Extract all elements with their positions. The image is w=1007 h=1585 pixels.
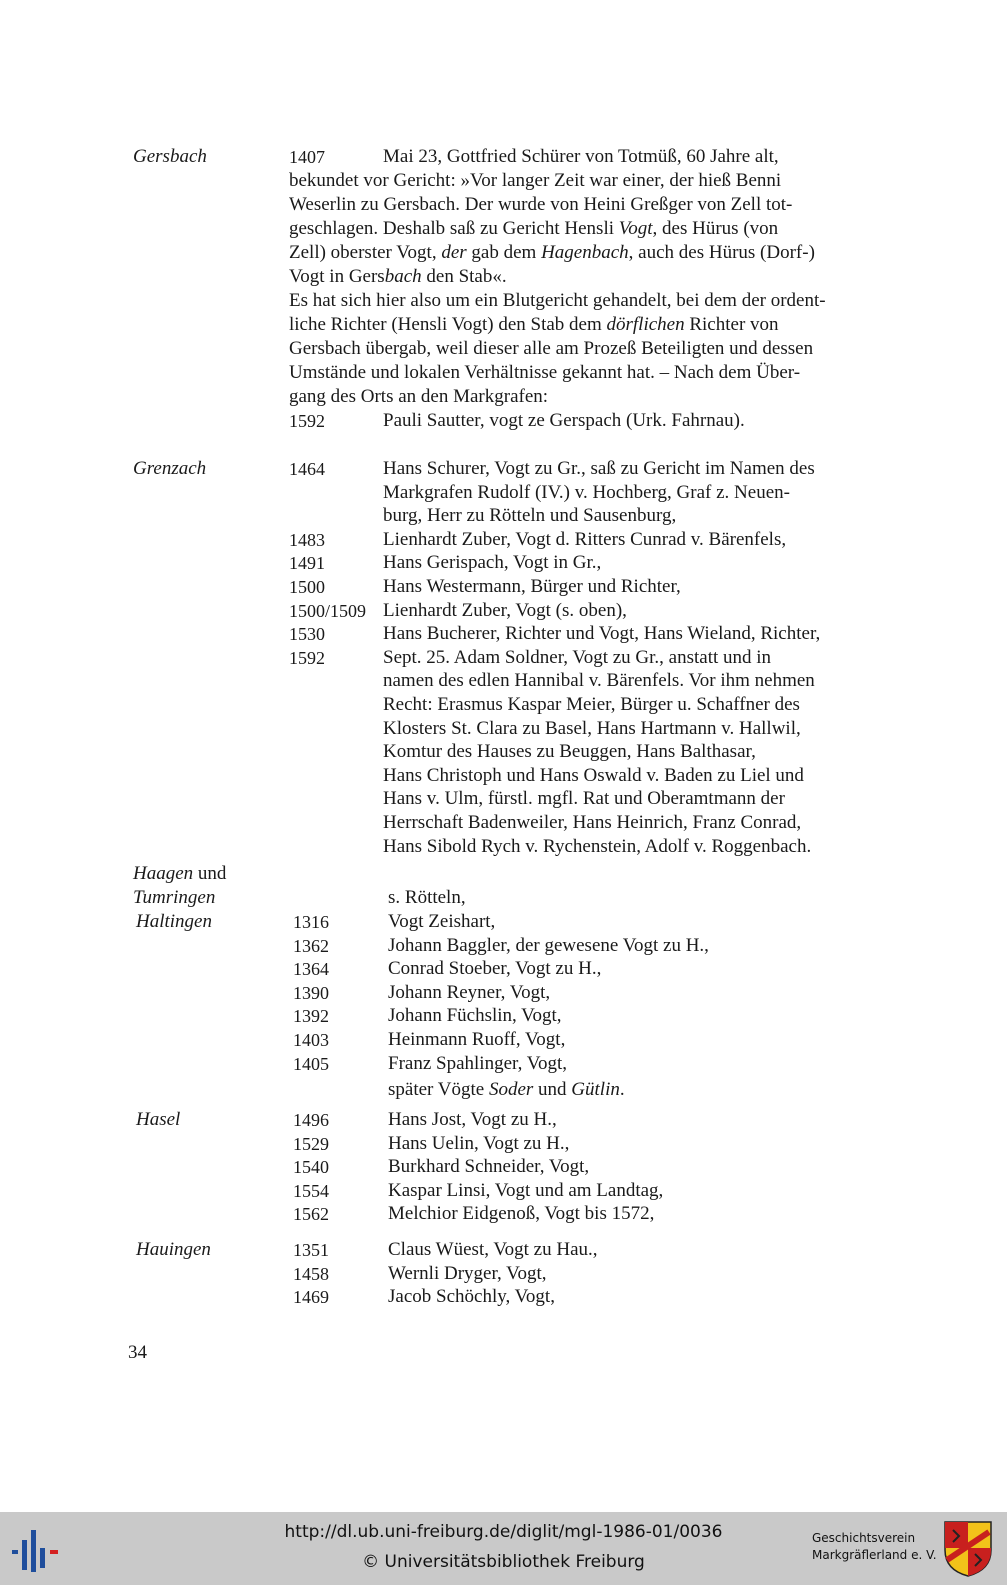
- year: 1390: [293, 982, 329, 1003]
- entry-line: Gersbach übergab, weil dieser alle am Prozeß Beteiligten und dessen: [289, 338, 814, 359]
- entry-line: Johann Füchslin, Vogt,: [388, 1005, 562, 1027]
- text: geschlagen. Deshalb saß zu Gericht Hensli: [289, 218, 619, 239]
- copyright-text: © Universitätsbibliothek Freiburg: [362, 1552, 645, 1572]
- year-1592: 1592: [289, 411, 325, 431]
- entry-line: burg, Herr zu Rötteln und Sausenburg,: [383, 505, 677, 527]
- entry-line: Heinmann Ruoff, Vogt,: [388, 1029, 566, 1050]
- year: 1403: [293, 1030, 329, 1050]
- entry-line: [289, 313, 779, 337]
- year: 1351: [293, 1240, 329, 1260]
- entry-line: Umstände und lokalen Verhältnisse gekannt hat. – Nach dem Über-: [289, 362, 801, 383]
- year: 1392: [293, 1006, 329, 1027]
- text: .: [619, 1079, 625, 1100]
- place-grenzach: Grenzach: [133, 458, 207, 479]
- entry-line: Vogt Zeishart,: [388, 911, 496, 932]
- entry-line: Hans Westermann, Bürger und Richter,: [383, 576, 681, 597]
- entry-line: Conrad Stoeber, Vogt zu H.,: [388, 958, 602, 980]
- place-tumringen: Tumringen: [133, 887, 216, 908]
- entry-line: Hans v. Ulm, fürstl. mgfl. Rat und Oberamtmann der: [383, 788, 785, 810]
- entry-line: Franz Spahlinger, Vogt,: [388, 1052, 568, 1074]
- entry-line: Hans Sibold Rych v. Rychenstein, Adolf v. Roggenbach.: [383, 835, 812, 857]
- society-line: Geschichtsverein: [812, 1531, 916, 1545]
- year: 1500: [289, 577, 325, 597]
- italic-text: bach: [384, 266, 422, 287]
- cross-reference: s. Rötteln,: [388, 887, 466, 908]
- year: 1405: [293, 1053, 329, 1074]
- year: 1464: [289, 459, 325, 479]
- footer-bar: [0, 1512, 1007, 1585]
- entry-line: [289, 265, 507, 289]
- entry-line: Melchior Eidgenoß, Vogt bis 1572,: [388, 1203, 655, 1225]
- italic-text: Gütlin: [571, 1079, 620, 1100]
- entry-line: Hans Schurer, Vogt zu Gr., saß zu Gericht im Namen des: [383, 458, 815, 479]
- year-1407: 1407: [289, 147, 325, 167]
- text: den Stab«.: [421, 266, 507, 287]
- society-line: Markgräflerland e. V.: [812, 1548, 937, 1562]
- entry-line: Herrschaft Badenweiler, Hans Heinrich, Franz Conrad,: [383, 812, 802, 833]
- year: 1592: [289, 647, 325, 668]
- entry-line: Pauli Sautter, vogt ze Gerspach (Urk. Fahrnau).: [383, 410, 745, 431]
- society-name: [812, 1530, 937, 1564]
- year: 1496: [293, 1110, 329, 1130]
- entry-line: Burkhard Schneider, Vogt,: [388, 1156, 590, 1178]
- entry-line: Markgrafen Rudolf (IV.) v. Hochberg, Graf z. Neuen-: [383, 481, 790, 503]
- entry-line: Weserlin zu Gersbach. Der wurde von Heini Greßger von Zell tot-: [289, 194, 793, 215]
- italic-text: Soder: [488, 1079, 534, 1100]
- entry-line: [289, 241, 815, 265]
- italic-text: dörflichen: [606, 314, 685, 335]
- text: liche Richter (Hensli Vogt) den Stab dem: [289, 314, 607, 335]
- year: 1530: [289, 624, 325, 645]
- year: 1316: [293, 912, 329, 932]
- entry-line: Hans Gerispach, Vogt in Gr.,: [383, 552, 602, 574]
- text: , des Hürus (von: [652, 218, 779, 239]
- entry-line: Hans Christoph und Hans Oswald v. Baden zu Liel und: [383, 764, 804, 786]
- text: später Vögte: [388, 1079, 489, 1100]
- entry-line: Es hat sich hier also um ein Blutgericht gehandelt, bei dem der ordent-: [289, 290, 826, 311]
- coat-of-arms-icon: [943, 1520, 993, 1578]
- entry-line: namen des edlen Hannibal v. Bärenfels. Vor ihm nehmen: [383, 670, 815, 692]
- text: gab dem: [466, 242, 542, 263]
- entry-line: Recht: Erasmus Kaspar Meier, Bürger u. Schaffner des: [383, 694, 800, 715]
- text: , auch des Hürus (Dorf-): [628, 242, 815, 263]
- year: 1469: [293, 1287, 329, 1308]
- year: 1540: [293, 1157, 329, 1178]
- entry-line: Hans Jost, Vogt zu H.,: [388, 1109, 557, 1130]
- conjunction: und: [193, 863, 227, 884]
- entry-line: Komtur des Hauses zu Beuggen, Hans Balthasar,: [383, 741, 756, 763]
- entry-line: Johann Reyner, Vogt,: [388, 981, 551, 1003]
- year: 1500/1509: [289, 600, 367, 621]
- entry-line: gang des Orts an den Markgrafen:: [289, 386, 549, 407]
- entry-line: Sept. 25. Adam Soldner, Vogt zu Gr., anstatt und in: [383, 646, 772, 668]
- entry-line: Hans Bucherer, Richter und Vogt, Hans Wieland, Richter,: [383, 623, 821, 645]
- year: 1458: [293, 1263, 329, 1284]
- italic-text: Hagenbach: [541, 242, 629, 263]
- place-hasel: Hasel: [136, 1109, 181, 1130]
- place-name: Haagen: [133, 863, 194, 884]
- place-haltingen: Haltingen: [136, 911, 212, 932]
- entry-line: [289, 217, 778, 241]
- place-gersbach: Gersbach: [133, 146, 207, 167]
- year: 1483: [289, 529, 325, 550]
- source-link[interactable]: http://dl.ub.uni-freiburg.de/diglit/mgl-1986-01/0036: [284, 1522, 723, 1542]
- entry-line: Hans Uelin, Vogt zu H.,: [388, 1132, 570, 1154]
- entry-line: bekundet vor Gericht: »Vor langer Zeit war einer, der hieß Benni: [289, 170, 782, 191]
- year: 1529: [293, 1133, 329, 1154]
- year: 1491: [289, 553, 325, 574]
- text: Zell) oberster Vogt,: [289, 242, 442, 263]
- entry-line: Jacob Schöchly, Vogt,: [388, 1286, 555, 1308]
- italic-text: Vogt: [618, 218, 653, 239]
- entry-line: Lienhardt Zuber, Vogt (s. oben),: [383, 599, 627, 621]
- entry-line: Klosters St. Clara zu Basel, Hans Hartmann v. Hallwil,: [383, 717, 801, 739]
- year: 1554: [293, 1180, 329, 1201]
- place-hauingen: Hauingen: [136, 1239, 211, 1260]
- entry-line: [388, 1078, 625, 1102]
- entry-line: Lienhardt Zuber, Vogt d. Ritters Cunrad v. Bärenfels,: [383, 528, 787, 550]
- year: 1562: [293, 1204, 329, 1225]
- entry-line: Johann Baggler, der gewesene Vogt zu H.,: [388, 934, 709, 956]
- entry-line: Wernli Dryger, Vogt,: [388, 1262, 547, 1284]
- text: und: [533, 1079, 572, 1100]
- italic-text: der: [441, 242, 467, 263]
- year: 1364: [293, 959, 329, 980]
- entry-line: Kaspar Linsi, Vogt und am Landtag,: [388, 1179, 664, 1201]
- text: Richter von: [684, 314, 779, 335]
- text: Vogt in Gers: [289, 266, 385, 287]
- year: 1362: [293, 935, 329, 956]
- entry-line: Claus Wüest, Vogt zu Hau.,: [388, 1239, 598, 1260]
- place-haagen: [133, 862, 226, 886]
- page-number: 34: [128, 1342, 147, 1363]
- entry-line: Mai 23, Gottfried Schürer von Totmüß, 60 Jahre alt,: [383, 146, 779, 167]
